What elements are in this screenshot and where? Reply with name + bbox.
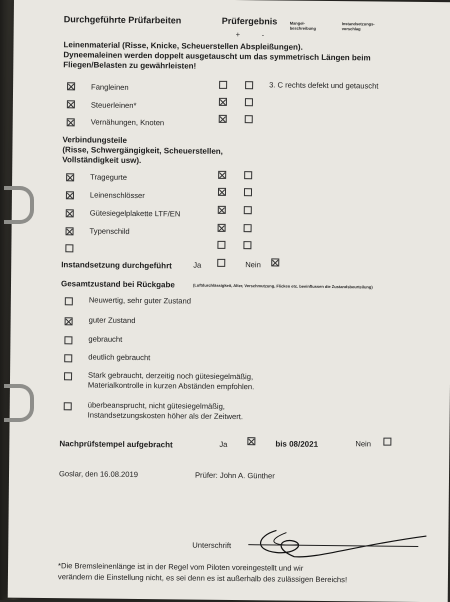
- plus-box-empty-row[interactable]: [217, 241, 225, 249]
- binder-ring-top: [4, 186, 34, 224]
- minus-box-leinenschloesser[interactable]: [244, 188, 252, 196]
- item-label: Leinenschlösser: [89, 190, 145, 201]
- item-label: Gütesiegelplakette LTF/EN: [89, 208, 181, 219]
- section1-title-line3: Fliegen/Belasten zu gewährleisten!: [63, 60, 197, 71]
- section1-title-line1: Leinenmaterial (Risse, Knicke, Scheuerstellen Abspleißungen).: [63, 40, 303, 52]
- section2-title-line1: Verbindungsteile: [62, 135, 128, 145]
- item-label: Typenschild: [89, 226, 130, 236]
- condition-box-heavily-used[interactable]: [64, 372, 72, 380]
- condition-option: deutlich gebraucht: [88, 352, 151, 363]
- header-performed-checks: Durchgeführte Prüfarbeiten: [63, 14, 182, 26]
- condition-box-good[interactable]: [65, 317, 73, 325]
- signature-label: Unterschrift: [192, 540, 232, 550]
- repair-yes-label: Ja: [193, 260, 202, 270]
- condition-option: guter Zustand: [88, 315, 136, 325]
- plus-box-tragegurte[interactable]: [218, 171, 226, 179]
- checkbox-guetesiegelplakette[interactable]: [66, 209, 74, 217]
- inspector-name: Prüfer: John A. Günther: [194, 470, 275, 481]
- item-label: Vernähungen, Knoten: [90, 117, 165, 128]
- item-label: Tragegurte: [90, 172, 128, 182]
- plus-box-guetesiegelplakette[interactable]: [218, 206, 226, 214]
- minus-box-empty-row[interactable]: [243, 241, 251, 249]
- stamp-yes-box[interactable]: [247, 437, 255, 445]
- inspection-sheet: [8, 0, 450, 602]
- checkbox-steuerleinen[interactable]: [67, 100, 75, 108]
- checkbox-vernaehungen[interactable]: [67, 118, 75, 126]
- minus-box-fangleinen[interactable]: [245, 81, 253, 89]
- condition-option: gebraucht: [88, 334, 123, 344]
- condition-option-line1: Stark gebraucht, derzeitig noch gütesiegelmäßig,: [88, 370, 254, 382]
- stamp-no-box[interactable]: [383, 438, 391, 446]
- plus-box-steuerleinen[interactable]: [219, 98, 227, 106]
- checkbox-fangleinen[interactable]: [67, 82, 75, 90]
- defect-note: 3. C rechts defekt und getauscht: [269, 80, 379, 91]
- handwritten-signature: [236, 522, 436, 564]
- stamp-until: bis 08/2021: [275, 439, 319, 449]
- checkbox-tragegurte[interactable]: [66, 173, 74, 181]
- condition-box-used[interactable]: [64, 336, 72, 344]
- plus-box-vernaehungen[interactable]: [219, 115, 227, 123]
- header-result: Prüfergebnis: [221, 15, 278, 27]
- stamp-label: Nachprüfstempel aufgebracht: [59, 439, 173, 450]
- item-label: Steuerleinen*: [90, 100, 137, 110]
- condition-option-line2: Instandsetzungskosten höher als der Zeitwert.: [87, 410, 244, 422]
- header-minus: -: [261, 30, 265, 40]
- binder-ring-bottom: [4, 384, 34, 422]
- plus-box-fangleinen[interactable]: [219, 81, 227, 89]
- repair-no-label: Nein: [245, 260, 261, 270]
- minus-box-guetesiegelplakette[interactable]: [244, 206, 252, 214]
- header-plus: +: [235, 30, 241, 40]
- place-date: Goslar, den 16.08.2019: [58, 469, 139, 480]
- minus-box-typenschild[interactable]: [244, 224, 252, 232]
- header-repair-suggestion: Instandsetzungs-vorschlag: [341, 21, 375, 32]
- minus-box-vernaehungen[interactable]: [245, 115, 253, 123]
- condition-option-line1: überbeansprucht, nicht gütesiegelmäßig,: [87, 400, 225, 411]
- minus-box-tragegurte[interactable]: [244, 171, 252, 179]
- section1-title-line2: Dyneemaleinen werden doppelt ausgetauscht um das symmetrisch Längen beim: [63, 50, 371, 63]
- header-defect-description: Mangel-beschreibung: [289, 20, 316, 31]
- plus-box-typenschild[interactable]: [218, 224, 226, 232]
- footnote-line1: *Die Bremsleinenlänge ist in der Regel vom Piloten voreingestellt und wir: [58, 561, 304, 573]
- section2-title-line3: Vollständigkeit usw).: [62, 155, 142, 166]
- stamp-yes-label: Ja: [219, 439, 228, 449]
- checkbox-typenschild[interactable]: [66, 227, 74, 235]
- checkbox-leinenschloesser[interactable]: [66, 191, 74, 199]
- plus-box-leinenschloesser[interactable]: [218, 188, 226, 196]
- overall-title: Gesamtzustand bei Rückgabe: [60, 279, 175, 290]
- repair-yes-box[interactable]: [217, 259, 225, 267]
- overall-subtitle: (Luftdurchlässigkeit, Alter, Verschmutzung, Flicken etc. beeinflussen die Zustandsbeurteilung): [192, 282, 373, 290]
- condition-box-like-new[interactable]: [65, 297, 73, 305]
- repair-no-box[interactable]: [271, 258, 279, 266]
- checkbox-empty-row[interactable]: [65, 244, 73, 252]
- condition-box-clearly-used[interactable]: [64, 354, 72, 362]
- footnote-line2: verändern die Einstellung nicht, es sei denn es ist außerhalb des zulässigen Bereichs!: [57, 572, 348, 585]
- minus-box-steuerleinen[interactable]: [245, 98, 253, 106]
- section2-title-line2: (Risse, Schwergängigkeit, Scheuerstellen,: [62, 145, 223, 156]
- condition-option: Neuwertig, sehr guter Zustand: [88, 295, 192, 306]
- condition-option-line2: Materialkontrolle in kurzen Abständen empfohlen.: [87, 380, 255, 392]
- stamp-no-label: Nein: [355, 439, 372, 449]
- condition-box-overstressed[interactable]: [64, 402, 72, 410]
- repair-label: Instandsetzung durchgeführt: [61, 260, 172, 271]
- item-label: Fangleinen: [91, 82, 129, 92]
